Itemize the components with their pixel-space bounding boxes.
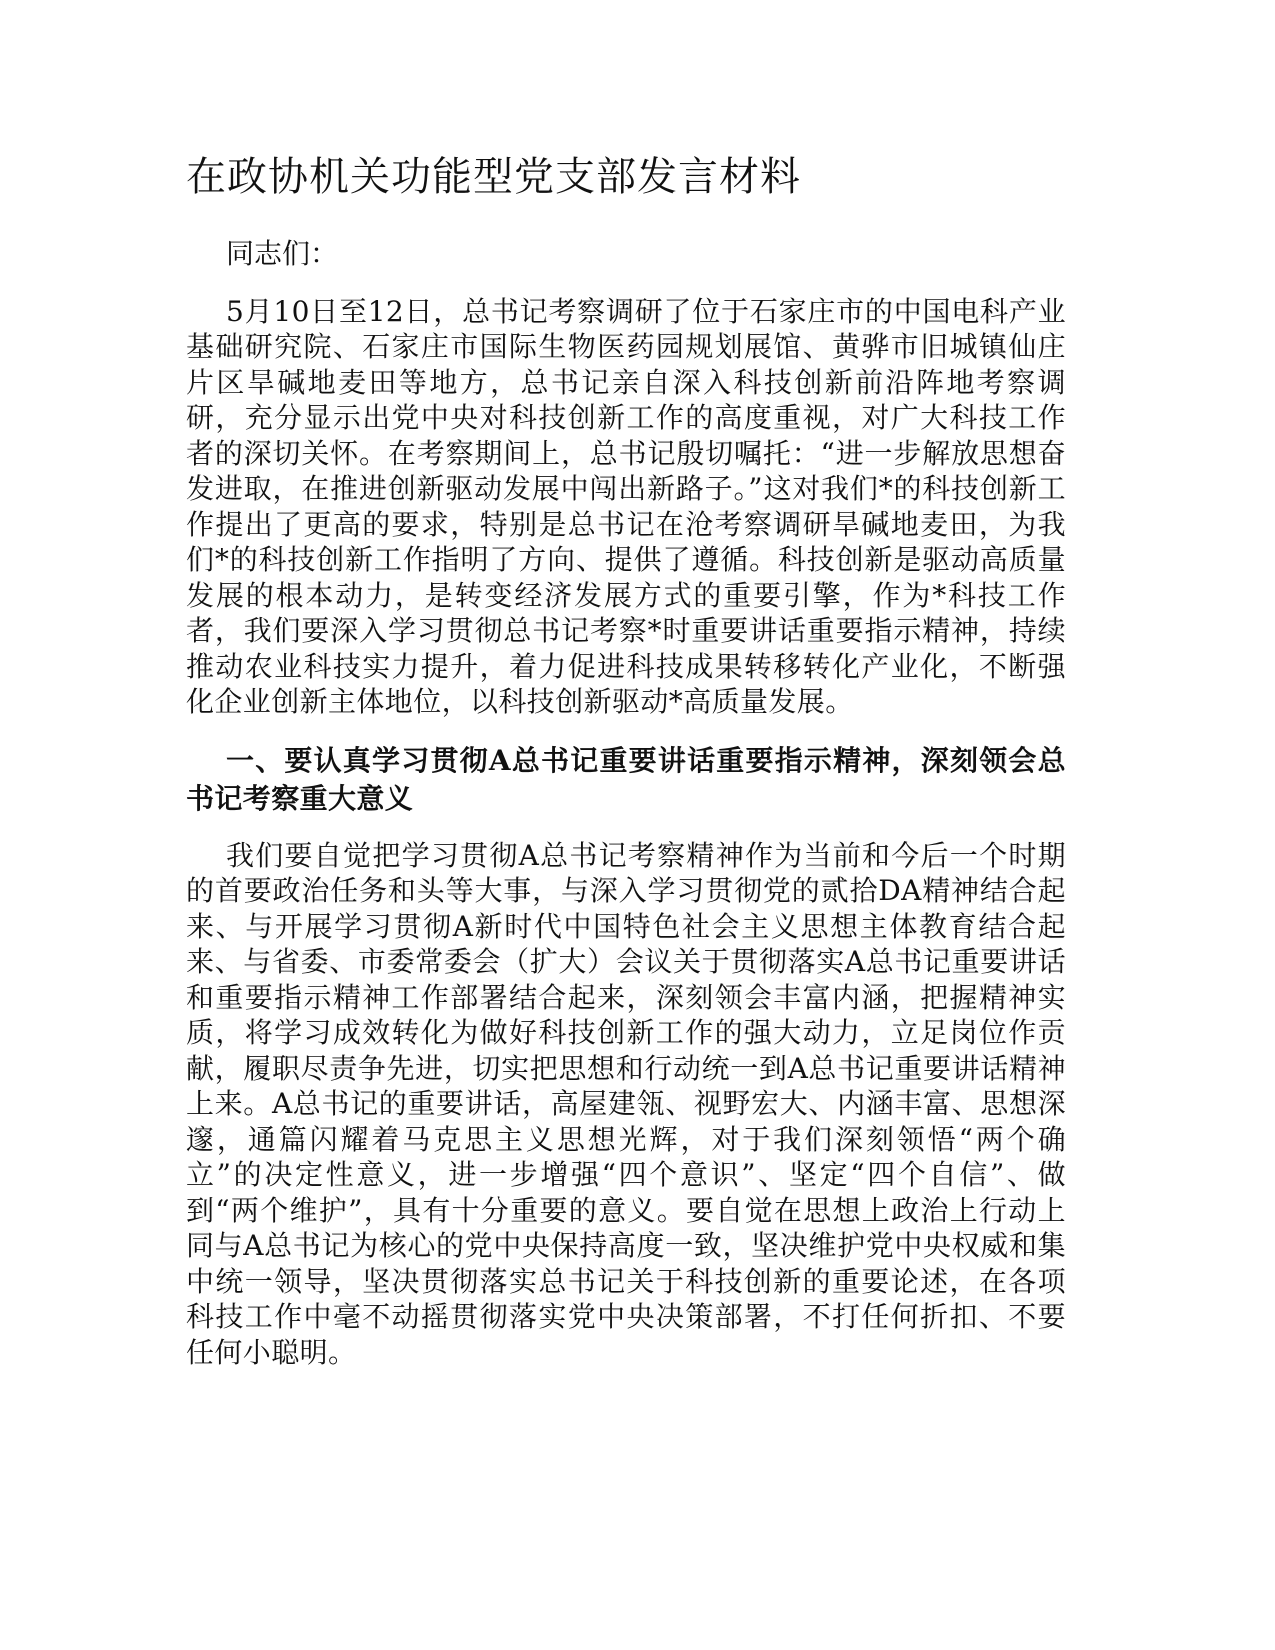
- section-heading-1: 一、要认真学习贯彻A总书记重要讲话重要指示精神，深刻领会总书记考察重大意义: [186, 743, 1066, 815]
- document-page: [186, 150, 1066, 1392]
- document-title: 在政协机关功能型党支部发言材料: [186, 154, 801, 200]
- salutation: 同志们：: [226, 237, 339, 270]
- paragraph-intro: 5月10日至12日，总书记考察调研了位于石家庄市的中国电科产业基础研究院、石家庄市国际生物医药园规划展馆、黄骅市旧城镇仙庄片区旱碱地麦田等地方，总书记亲自深入科技创新前沿阵地考察调研，充分显示出党中央对科技创新工作的高度重视，对广大科技工作者的深切关怀。在考察期间上，总书记殷切嘱托：“进一步解放思想奋发进取，在推进创新驱动发展中闯出新路子。”这对我们*的科技创新工作提出了更高的要求，特别是总书记在沧考察调研旱碱地麦田，为我们*的科技创新工作指明了方向、提供了遵循。科技创新是驱动高质量发展的根本动力，是转变经济发展方式的重要引擎，作为*科技工作者，我们要深入学习贯彻总书记考察*时重要讲话重要指示精神，持续推动农业科技实力提升，着力促进科技成果转移转化产业化，不断强化企业创新主体地位，以科技创新驱动*高质量发展。: [186, 294, 1066, 718]
- paragraph-section-1: 我们要自觉把学习贯彻A总书记考察精神作为当前和今后一个时期的首要政治任务和头等大事，与深入学习贯彻党的贰拾DA精神结合起来、与开展学习贯彻A新时代中国特色社会主义思想主体教育结合起来、与省委、市委常委会（扩大）会议关于贯彻落实A总书记重要讲话和重要指示精神工作部署结合起来，深刻领会丰富内涵，把握精神实质，将学习成效转化为做好科技创新工作的强大动力，立足岗位作贡献，履职尽责争先进，切实把思想和行动统一到A总书记重要讲话精神上来。A总书记的重要讲话，高屋建瓴、视野宏大、内涵丰富、思想深邃，通篇闪耀着马克思主义思想光辉，对于我们深刻领悟“两个确立”的决定性意义，进一步增强“四个意识”、坚定“四个自信”、做到“两个维护”，具有十分重要的意义。要自觉在思想上政治上行动上同与A总书记为核心的党中央保持高度一致，坚决维护党中央权威和集中统一领导，坚决贯彻落实总书记关于科技创新的重要论述，在各项科技工作中毫不动摇贯彻落实党中央决策部署，不打任何折扣、不要任何小聪明。: [186, 838, 1066, 1369]
